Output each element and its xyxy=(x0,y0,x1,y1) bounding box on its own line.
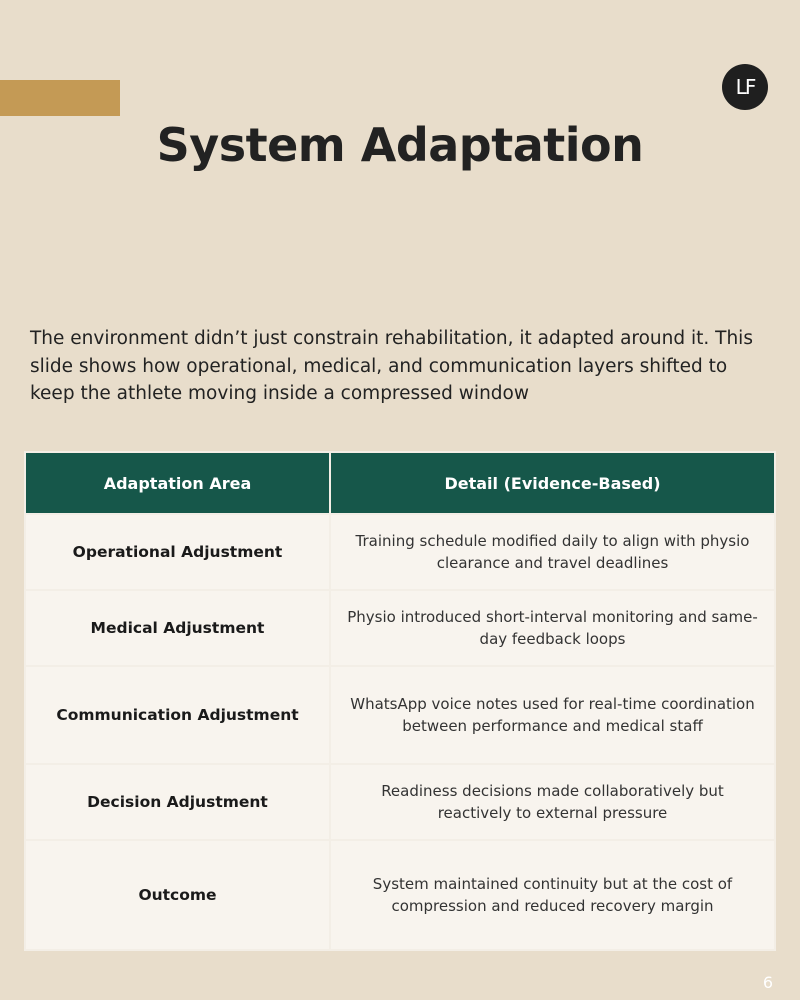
intro-paragraph: The environment didn’t just constrain rehabilitation, it adapted around it. This slide shows how operational, medical, and communication layers shifted to keep the athlete moving inside a compressed window xyxy=(30,328,753,404)
adaptation-table xyxy=(24,451,776,951)
table-row xyxy=(25,514,775,590)
row-detail: Training schedule modified daily to align with physio clearance and travel deadlines xyxy=(330,514,775,590)
logo-badge xyxy=(722,64,768,110)
header-adaptation-area: Adaptation Area xyxy=(25,452,330,514)
table-row xyxy=(25,840,775,950)
row-area: Communication Adjustment xyxy=(25,666,330,764)
row-area: Medical Adjustment xyxy=(25,590,330,666)
row-detail: Physio introduced short-interval monitoring and same-day feedback loops xyxy=(330,590,775,666)
row-detail: Readiness decisions made collaboratively but reactively to external pressure xyxy=(330,764,775,840)
slide-title: System Adaptation xyxy=(156,118,644,172)
table-row xyxy=(25,666,775,764)
row-area: Decision Adjustment xyxy=(25,764,330,840)
row-area: Operational Adjustment xyxy=(25,514,330,590)
table-header-row xyxy=(25,452,775,514)
accent-bar xyxy=(0,80,120,116)
table-row xyxy=(25,764,775,840)
row-area: Outcome xyxy=(25,840,330,950)
header-detail: Detail (Evidence-Based) xyxy=(330,452,775,514)
page-number: 6 xyxy=(762,973,773,992)
row-detail: System maintained continuity but at the cost of compression and reduced recovery margin xyxy=(330,840,775,950)
table-row xyxy=(25,590,775,666)
row-detail: WhatsApp voice notes used for real-time coordination between performance and medical staff xyxy=(330,666,775,764)
logo-text: LF xyxy=(735,75,755,99)
